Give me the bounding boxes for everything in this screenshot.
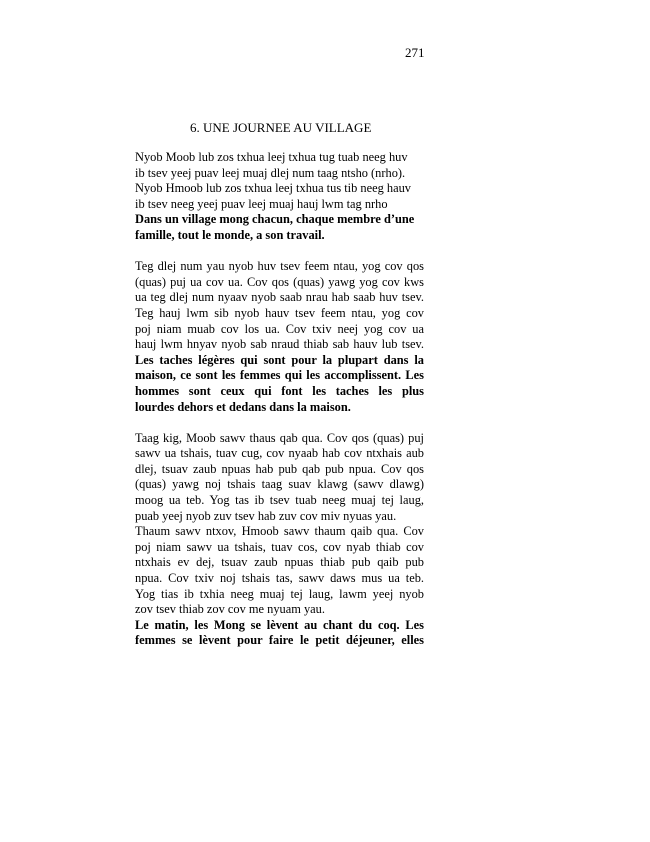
text-line: sawv ua tshais, tuav cug, cov nyaab hab cov ntxhais aub [135,446,424,461]
text-line: ib tsev neeg yeej puav leej muaj hauj lwm tag nrho [135,196,388,211]
text-line: npua. Cov txiv noj tshais tas, sawv daws mus ua teb. [135,571,424,586]
text-line: moog ua teb. Yog tas ib tsev tuab neeg muaj tej laug, [135,493,424,508]
french-translation-line: famille, tout le monde, a son travail. [135,227,325,242]
text-line: (quas) yawg noj tshais taag suav klawg (sawv dlawg) [135,477,424,492]
text-line: Thaum sawv ntxov, Hmoob sawv thaum qaib qua. Cov [135,524,424,539]
paragraph-1 [135,150,424,244]
text-line: poj niam muab cov los ua. Cov txiv neej yog cov ua [135,321,424,336]
french-translation-line: lourdes dehors et dedans dans la maison. [135,399,351,414]
text-line: Taag kig, Moob sawv thaus qab qua. Cov qos (quas) puj [135,430,424,445]
text-line: hauj lwm hnyav nyob sab nraud thiab sab hauv lub tsev. [135,337,424,352]
paragraph-3 [135,431,424,649]
page-number: 271 [405,45,425,60]
french-translation-line: maison, ce sont les femmes qui les accomplissent. Les [135,368,424,383]
text-line: Teg hauj lwm sib nyob hauv tsev feem ntau, yog cov [135,305,424,320]
text-line: ib tsev yeej puav leej muaj dlej num taag ntsho (nrho). [135,165,406,180]
chapter-title: 6. UNE JOURNEE AU VILLAGE [190,120,372,135]
text-line: Nyob Moob lub zos txhua leej txhua tug tuab neeg huv [135,150,408,164]
text-line: Nyob Hmoob lub zos txhua leej txhua tus tib neeg hauv [135,181,411,196]
text-line: zov tsev thiab zov cov me nyuam yau. [135,602,325,617]
text-line: dlej, tsuav zaub npuas hab pub qab pub npua. Cov qos [135,461,424,476]
french-translation-line: Le matin, les Mong se lèvent au chant du coq. Les [135,617,424,632]
text-line: Teg dlej num yau nyob huv tsev feem ntau, yog cov qos [135,259,424,274]
french-translation-line: hommes sont ceux qui font les taches les plus [135,383,424,398]
text-line: poj niam sawv ua tshais, tuav cos, cov nyab thiab cov [135,539,424,554]
french-translation-line: Les taches légères qui sont pour la plupart dans la [135,352,424,367]
text-line: Yog tias ib txhia neeg muaj tej laug, lawm yeej nyob [135,586,424,601]
text-line: puab yeej nyob zuv tsev hab zuv cov miv nyuas yau. [135,508,397,523]
french-translation-line: Dans un village mong chacun, chaque membre d’une [135,212,415,227]
paragraph-2 [135,259,424,415]
text-line: (quas) puj ua cov ua. Cov qos (quas) yawg yog cov kws [135,274,424,289]
french-translation-line: femmes se lèvent pour faire le petit déjeuner, elles [135,633,424,648]
body-text [135,150,424,665]
text-line: ua teg dlej num nyaav nyob saab nrau hab saab huv tsev. [135,290,424,305]
text-line: ntxhais ev dej, tsuav zaub npuas thiab pub qaib pub [135,555,424,570]
